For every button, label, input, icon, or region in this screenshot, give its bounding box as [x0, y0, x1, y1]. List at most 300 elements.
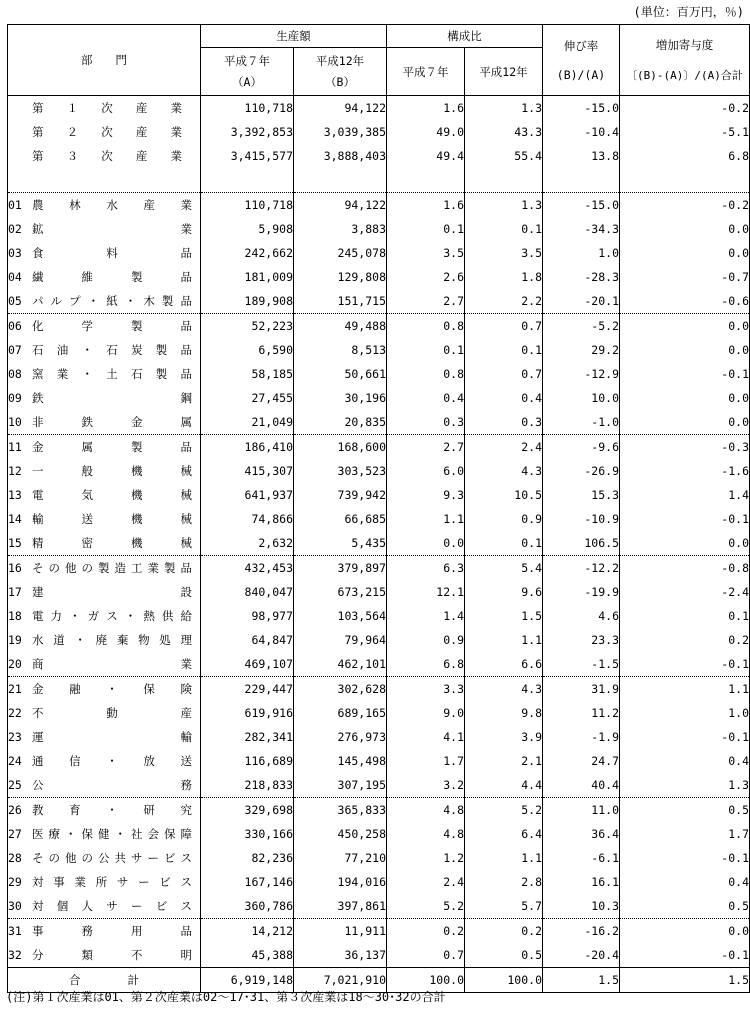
sector-label: 鉱 業 [32, 222, 192, 236]
cell-r7: 1.2 [387, 846, 465, 870]
table-row [8, 241, 750, 265]
summary-label: 第３次産業 [32, 149, 182, 163]
header-composition: 構成比 [387, 25, 543, 48]
header-contribution-label: 増加寄与度 [655, 38, 714, 52]
sector-label: パルプ・紙・木製品 [32, 294, 192, 308]
table-row [8, 798, 750, 823]
cell-growth: 36.4 [543, 822, 620, 846]
cell-contrib: 0.1 [620, 604, 750, 628]
cell-r12: 2.2 [465, 289, 543, 314]
cell-contrib: -0.2 [620, 193, 750, 218]
cell-b: 689,165 [294, 701, 387, 725]
sector-label: 公 務 [32, 778, 192, 792]
cell-growth: -1.9 [543, 725, 620, 749]
total-cell-r7: 100.0 [387, 968, 465, 993]
cell-r7: 0.1 [387, 217, 465, 241]
sector-code: 16 [8, 561, 22, 575]
header-sector: 部 門 [8, 25, 201, 96]
sector-label: 運 輸 [32, 730, 192, 744]
total-cell-b: 7,021,910 [294, 968, 387, 993]
cell-growth: 10.0 [543, 386, 620, 410]
table-row [8, 725, 750, 749]
sector-label: 対個人サービス [32, 899, 192, 913]
cell-growth: -12.2 [543, 556, 620, 581]
cell-contrib: 0.2 [620, 628, 750, 652]
unit-note: (単位：百万円，％) [633, 5, 744, 19]
sector-label: 繊維製品 [32, 270, 192, 284]
cell-a: 181,009 [201, 265, 294, 289]
summary-cell-a: 3,392,853 [201, 120, 294, 144]
sector-name-cell [8, 894, 201, 919]
sector-code: 10 [8, 415, 22, 429]
cell-a: 27,455 [201, 386, 294, 410]
cell-contrib: -0.6 [620, 289, 750, 314]
table-row [8, 701, 750, 725]
cell-r12: 4.3 [465, 459, 543, 483]
cell-r12: 9.6 [465, 580, 543, 604]
cell-contrib: -0.7 [620, 265, 750, 289]
sector-name-cell [8, 314, 201, 339]
sector-name-cell [8, 386, 201, 410]
cell-r7: 0.8 [387, 362, 465, 386]
header-growth-formula: (B)/(A) [556, 68, 606, 82]
cell-r7: 2.6 [387, 265, 465, 289]
table-row [8, 749, 750, 773]
sector-name-cell [8, 580, 201, 604]
spacer-cell [387, 168, 465, 193]
cell-r7: 0.9 [387, 628, 465, 652]
sector-code: 03 [8, 246, 22, 260]
cell-growth: 29.2 [543, 338, 620, 362]
cell-b: 673,215 [294, 580, 387, 604]
spacer-cell [201, 168, 294, 193]
cell-r7: 6.8 [387, 652, 465, 677]
cell-a: 74,866 [201, 507, 294, 531]
cell-contrib: 1.0 [620, 701, 750, 725]
table-row [8, 193, 750, 218]
cell-b: 77,210 [294, 846, 387, 870]
cell-a: 6,590 [201, 338, 294, 362]
summary-cell-b: 3,039,385 [294, 120, 387, 144]
cell-r7: 6.3 [387, 556, 465, 581]
cell-growth: -34.3 [543, 217, 620, 241]
table-row [8, 677, 750, 702]
total-cell-a: 6,919,148 [201, 968, 294, 993]
sector-code: 15 [8, 536, 22, 550]
summary-row [8, 96, 750, 121]
sector-code: 27 [8, 827, 22, 841]
cell-b: 49,488 [294, 314, 387, 339]
cell-a: 167,146 [201, 870, 294, 894]
cell-contrib: 0.0 [620, 386, 750, 410]
sector-code: 24 [8, 754, 22, 768]
cell-r7: 0.3 [387, 410, 465, 435]
sector-name-cell [8, 701, 201, 725]
cell-r12: 0.1 [465, 531, 543, 556]
sector-label: その他の製造工業製品 [32, 561, 192, 575]
cell-r7: 0.4 [387, 386, 465, 410]
cell-r12: 2.1 [465, 749, 543, 773]
cell-r7: 0.1 [387, 338, 465, 362]
cell-growth: 24.7 [543, 749, 620, 773]
sector-label: 窯業・土石製品 [32, 367, 192, 381]
cell-r12: 1.8 [465, 265, 543, 289]
cell-r7: 1.1 [387, 507, 465, 531]
total-label: 合計 [69, 973, 139, 987]
sector-code: 30 [8, 899, 22, 913]
table-row [8, 459, 750, 483]
sector-name-cell [8, 362, 201, 386]
cell-a: 45,388 [201, 943, 294, 968]
summary-cell-a: 110,718 [201, 96, 294, 121]
cell-contrib: 0.0 [620, 338, 750, 362]
cell-r12: 0.4 [465, 386, 543, 410]
cell-r7: 0.0 [387, 531, 465, 556]
header-h7a [201, 48, 294, 96]
sector-name-cell [8, 338, 201, 362]
sector-label: 不 動 産 [32, 706, 192, 720]
total-cell-contrib: 1.5 [620, 968, 750, 993]
table-row [8, 822, 750, 846]
cell-a: 98,977 [201, 604, 294, 628]
cell-contrib: 0.5 [620, 798, 750, 823]
table-row [8, 943, 750, 968]
cell-contrib: 0.4 [620, 870, 750, 894]
cell-contrib: 1.3 [620, 773, 750, 798]
cell-contrib: 0.0 [620, 919, 750, 944]
summary-cell-growth: -15.0 [543, 96, 620, 121]
sector-name-cell [8, 435, 201, 460]
sector-code: 11 [8, 440, 22, 454]
cell-growth: -1.0 [543, 410, 620, 435]
cell-r7: 1.4 [387, 604, 465, 628]
table-row [8, 386, 750, 410]
cell-b: 5,435 [294, 531, 387, 556]
sector-label: 電力・ガス・熱供給 [32, 609, 192, 623]
table-row [8, 628, 750, 652]
sector-name-cell [8, 870, 201, 894]
cell-b: 11,911 [294, 919, 387, 944]
cell-b: 397,861 [294, 894, 387, 919]
summary-cell-contrib: 6.8 [620, 144, 750, 168]
cell-a: 360,786 [201, 894, 294, 919]
cell-r12: 10.5 [465, 483, 543, 507]
table-row [8, 870, 750, 894]
summary-label: 第１次産業 [32, 101, 182, 115]
cell-a: 14,212 [201, 919, 294, 944]
header-growth [543, 25, 620, 96]
cell-r12: 0.9 [465, 507, 543, 531]
cell-b: 8,513 [294, 338, 387, 362]
cell-r12: 0.7 [465, 362, 543, 386]
cell-b: 20,835 [294, 410, 387, 435]
sector-name-cell [8, 289, 201, 314]
header-contribution [620, 25, 750, 96]
summary-cell-r7: 49.4 [387, 144, 465, 168]
sector-code: 09 [8, 391, 22, 405]
sector-name-cell [8, 919, 201, 944]
sector-name-cell [8, 507, 201, 531]
sector-code: 19 [8, 633, 22, 647]
cell-contrib: -0.1 [620, 362, 750, 386]
cell-r12: 5.7 [465, 894, 543, 919]
sector-code: 20 [8, 657, 22, 671]
cell-r12: 0.7 [465, 314, 543, 339]
sector-name-cell [8, 943, 201, 968]
sector-code: 22 [8, 706, 22, 720]
table-row [8, 652, 750, 677]
cell-r12: 3.5 [465, 241, 543, 265]
cell-r7: 2.7 [387, 289, 465, 314]
table-row [8, 410, 750, 435]
cell-a: 5,908 [201, 217, 294, 241]
table-row [8, 773, 750, 798]
sector-code: 23 [8, 730, 22, 744]
cell-b: 303,523 [294, 459, 387, 483]
cell-r7: 4.8 [387, 798, 465, 823]
cell-growth: 15.3 [543, 483, 620, 507]
cell-b: 79,964 [294, 628, 387, 652]
cell-growth: 16.1 [543, 870, 620, 894]
cell-r12: 0.3 [465, 410, 543, 435]
cell-r12: 3.9 [465, 725, 543, 749]
cell-r12: 0.2 [465, 919, 543, 944]
cell-a: 2,632 [201, 531, 294, 556]
table-row [8, 507, 750, 531]
cell-a: 21,049 [201, 410, 294, 435]
sector-code: 18 [8, 609, 22, 623]
cell-r12: 1.5 [465, 604, 543, 628]
table-header [8, 25, 750, 96]
header-production: 生産額 [201, 25, 387, 48]
cell-growth: 1.0 [543, 241, 620, 265]
sector-name-cell [8, 556, 201, 581]
sector-label: 教育・研究 [32, 803, 192, 817]
cell-a: 641,937 [201, 483, 294, 507]
cell-b: 94,122 [294, 193, 387, 218]
spacer-cell [465, 168, 543, 193]
cell-contrib: 0.0 [620, 241, 750, 265]
table-row [8, 531, 750, 556]
table-row [8, 580, 750, 604]
sector-code: 04 [8, 270, 22, 284]
cell-contrib: 0.0 [620, 531, 750, 556]
summary-cell-b: 94,122 [294, 96, 387, 121]
cell-growth: -26.9 [543, 459, 620, 483]
summary-name-cell [8, 96, 201, 121]
cell-r12: 9.8 [465, 701, 543, 725]
sector-label: 輸送機械 [32, 512, 192, 526]
sector-label: 石油・石炭製品 [32, 343, 192, 357]
cell-r7: 0.7 [387, 943, 465, 968]
table-row [8, 483, 750, 507]
total-cell-r12: 100.0 [465, 968, 543, 993]
cell-a: 840,047 [201, 580, 294, 604]
sector-label: 化学製品 [32, 319, 192, 333]
cell-growth: 11.2 [543, 701, 620, 725]
cell-contrib: -0.1 [620, 943, 750, 968]
cell-contrib: 0.0 [620, 314, 750, 339]
cell-growth: -1.5 [543, 652, 620, 677]
sector-code: 06 [8, 319, 22, 333]
cell-b: 30,196 [294, 386, 387, 410]
cell-a: 415,307 [201, 459, 294, 483]
sector-code: 12 [8, 464, 22, 478]
cell-r12: 5.4 [465, 556, 543, 581]
cell-r12: 6.6 [465, 652, 543, 677]
header-h7a-year: 平成７年 [224, 53, 270, 68]
cell-b: 302,628 [294, 677, 387, 702]
cell-a: 82,236 [201, 846, 294, 870]
table-row [8, 894, 750, 919]
spacer-cell [294, 168, 387, 193]
sector-label: 通信・放送 [32, 754, 192, 768]
sector-name-cell [8, 677, 201, 702]
cell-growth: -12.9 [543, 362, 620, 386]
cell-b: 462,101 [294, 652, 387, 677]
table-row [8, 289, 750, 314]
cell-r7: 9.0 [387, 701, 465, 725]
cell-growth: 106.5 [543, 531, 620, 556]
cell-b: 739,942 [294, 483, 387, 507]
sector-name-cell [8, 798, 201, 823]
cell-b: 103,564 [294, 604, 387, 628]
sector-label: 対事業所サービス [32, 875, 192, 889]
cell-a: 186,410 [201, 435, 294, 460]
sector-code: 31 [8, 924, 22, 938]
sector-code: 21 [8, 682, 22, 696]
cell-r7: 0.2 [387, 919, 465, 944]
cell-contrib: 0.5 [620, 894, 750, 919]
sector-label: 電気機械 [32, 488, 192, 502]
cell-r7: 9.3 [387, 483, 465, 507]
sector-name-cell [8, 410, 201, 435]
cell-b: 3,883 [294, 217, 387, 241]
sector-label: 水道・廃棄物処理 [32, 633, 192, 647]
cell-a: 189,908 [201, 289, 294, 314]
summary-row [8, 144, 750, 168]
sector-code: 14 [8, 512, 22, 526]
summary-row [8, 120, 750, 144]
sector-name-cell [8, 241, 201, 265]
cell-r12: 0.5 [465, 943, 543, 968]
table-row [8, 338, 750, 362]
cell-b: 365,833 [294, 798, 387, 823]
cell-r12: 5.2 [465, 798, 543, 823]
cell-a: 64,847 [201, 628, 294, 652]
header-ratio-h7: 平成７年 [387, 48, 465, 96]
cell-r7: 4.1 [387, 725, 465, 749]
sector-name-cell [8, 604, 201, 628]
sector-code: 02 [8, 222, 22, 236]
cell-r12: 2.8 [465, 870, 543, 894]
table-row [8, 217, 750, 241]
header-contribution-formula: 〔(B)-(A)〕/(A)合計 [626, 69, 743, 82]
cell-r12: 0.1 [465, 338, 543, 362]
sector-name-cell [8, 773, 201, 798]
cell-r12: 1.1 [465, 628, 543, 652]
sector-label: 事務用品 [32, 924, 192, 938]
sector-name-cell [8, 531, 201, 556]
sector-name-cell [8, 846, 201, 870]
cell-r12: 6.4 [465, 822, 543, 846]
cell-a: 619,916 [201, 701, 294, 725]
sector-name-cell [8, 217, 201, 241]
summary-cell-a: 3,415,577 [201, 144, 294, 168]
cell-growth: -9.6 [543, 435, 620, 460]
cell-a: 329,698 [201, 798, 294, 823]
cell-contrib: 1.1 [620, 677, 750, 702]
sector-label: 分類不明 [32, 948, 192, 962]
cell-growth: 4.6 [543, 604, 620, 628]
sector-label: 一般機械 [32, 464, 192, 478]
sector-label: 農林水産業 [32, 198, 192, 212]
sector-name-cell [8, 652, 201, 677]
cell-contrib: -2.4 [620, 580, 750, 604]
sector-name-cell [8, 265, 201, 289]
cell-b: 276,973 [294, 725, 387, 749]
cell-contrib: 0.4 [620, 749, 750, 773]
table-row [8, 556, 750, 581]
sector-label: 鉄 鋼 [32, 391, 192, 405]
sector-name-cell [8, 193, 201, 218]
header-h12b-mark: （B） [325, 74, 355, 89]
cell-contrib: 0.0 [620, 217, 750, 241]
cell-a: 110,718 [201, 193, 294, 218]
cell-b: 450,258 [294, 822, 387, 846]
cell-growth: -20.1 [543, 289, 620, 314]
sector-label: 非鉄金属 [32, 415, 192, 429]
cell-r7: 3.3 [387, 677, 465, 702]
sector-label: 精密機械 [32, 536, 192, 550]
cell-growth: 11.0 [543, 798, 620, 823]
sector-label: 金融・保険 [32, 682, 192, 696]
cell-contrib: 1.7 [620, 822, 750, 846]
sector-code: 08 [8, 367, 22, 381]
cell-r12: 0.1 [465, 217, 543, 241]
footnote: (注)第１次産業は01、第２次産業は02～17･31、第３次産業は18～30･32の合計 [6, 990, 446, 1004]
summary-cell-b: 3,888,403 [294, 144, 387, 168]
cell-b: 245,078 [294, 241, 387, 265]
cell-growth: -15.0 [543, 193, 620, 218]
cell-a: 330,166 [201, 822, 294, 846]
cell-b: 66,685 [294, 507, 387, 531]
cell-growth: 31.9 [543, 677, 620, 702]
summary-cell-r7: 49.0 [387, 120, 465, 144]
cell-growth: 10.3 [543, 894, 620, 919]
cell-r7: 3.2 [387, 773, 465, 798]
cell-growth: -28.3 [543, 265, 620, 289]
cell-b: 129,808 [294, 265, 387, 289]
cell-r7: 5.2 [387, 894, 465, 919]
cell-b: 36,137 [294, 943, 387, 968]
cell-growth: -19.9 [543, 580, 620, 604]
cell-r7: 1.6 [387, 193, 465, 218]
sector-name-cell [8, 459, 201, 483]
sector-label: 商 業 [32, 657, 192, 671]
table-row [8, 604, 750, 628]
cell-a: 218,833 [201, 773, 294, 798]
cell-contrib: -0.1 [620, 652, 750, 677]
spacer-cell [543, 168, 620, 193]
cell-contrib: 0.0 [620, 410, 750, 435]
cell-a: 229,447 [201, 677, 294, 702]
cell-r7: 2.7 [387, 435, 465, 460]
summary-cell-growth: -10.4 [543, 120, 620, 144]
table-row [8, 314, 750, 339]
header-growth-label: 伸び率 [563, 39, 599, 53]
cell-r7: 12.1 [387, 580, 465, 604]
